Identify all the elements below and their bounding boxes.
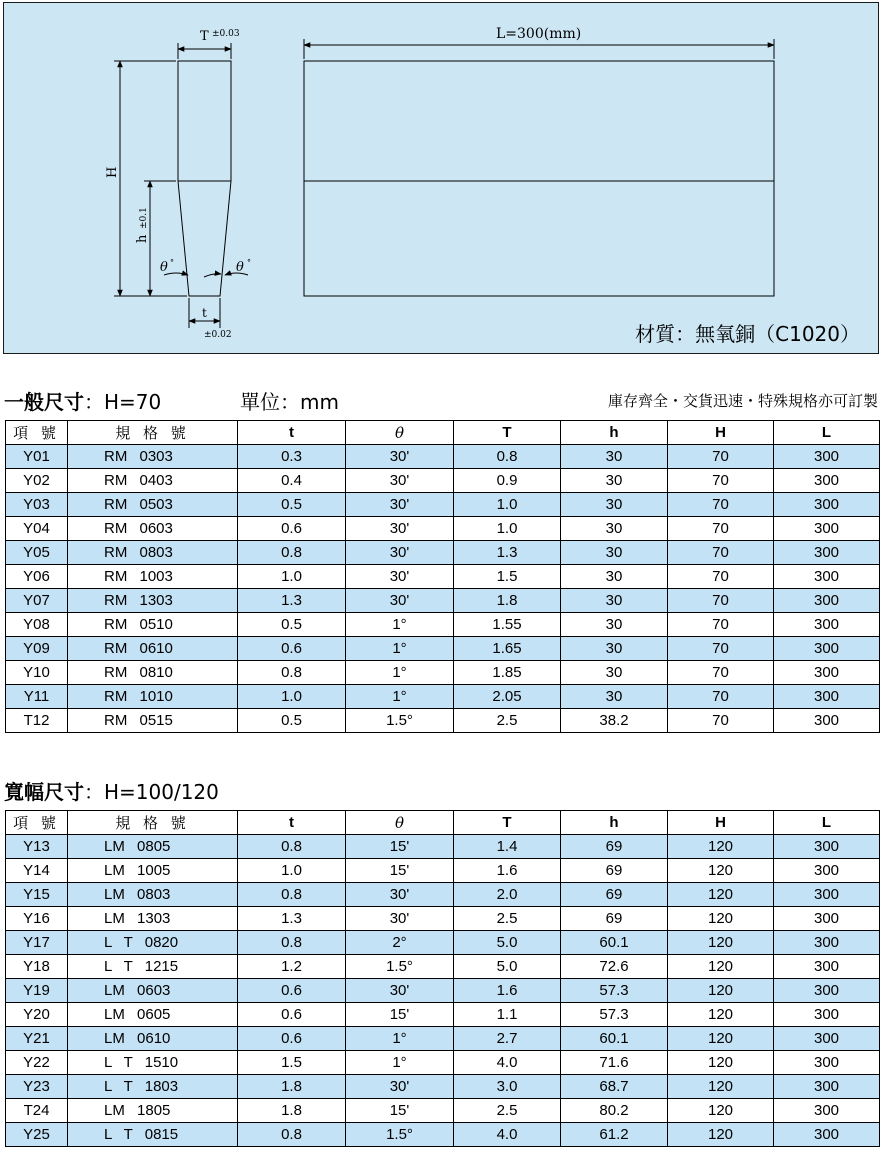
cell-T: 1.85: [454, 661, 561, 685]
cell-L: 300: [774, 661, 880, 685]
cell-t: 1.0: [238, 859, 346, 883]
col-h: h: [561, 811, 668, 835]
h-tolerance: ±0.1: [139, 207, 149, 229]
cell-L: 300: [774, 613, 880, 637]
cell-T: 4.0: [454, 1051, 561, 1075]
cell-spec-no: RM 0610: [68, 637, 238, 661]
table-row: [6, 613, 880, 637]
cell-spec-no: RM 1010: [68, 685, 238, 709]
cell-spec-no: RM 0403: [68, 469, 238, 493]
cell-h: 57.3: [561, 979, 668, 1003]
cell-item-no: Y21: [6, 1027, 68, 1051]
cell-t: 0.6: [238, 979, 346, 1003]
cell-theta: 1.5°: [346, 955, 454, 979]
cell-T: 0.8: [454, 445, 561, 469]
cell-item-no: Y07: [6, 589, 68, 613]
cell-h: 60.1: [561, 1027, 668, 1051]
cell-L: 300: [774, 1123, 880, 1147]
cell-item-no: Y16: [6, 907, 68, 931]
cell-h: 60.1: [561, 931, 668, 955]
cell-H: 70: [668, 613, 774, 637]
material-label: 材質：無氧銅（C1020）: [635, 322, 860, 346]
cell-H: 70: [668, 709, 774, 733]
cell-item-no: Y01: [6, 445, 68, 469]
cell-theta: 1.5°: [346, 709, 454, 733]
cell-h: 30: [561, 637, 668, 661]
table-row: [6, 589, 880, 613]
cell-h: 30: [561, 469, 668, 493]
wide-section-title: [4, 776, 219, 805]
cell-h: 72.6: [561, 955, 668, 979]
cell-spec-no: LM 0805: [68, 835, 238, 859]
cell-theta: 30': [346, 589, 454, 613]
cell-item-no: Y09: [6, 637, 68, 661]
wide-title-suffix: ：H=100/120: [84, 780, 219, 804]
table-row: [6, 517, 880, 541]
col-H: H: [668, 421, 774, 445]
cell-L: 300: [774, 1075, 880, 1099]
cell-spec-no: LM 0803: [68, 883, 238, 907]
cell-H: 70: [668, 541, 774, 565]
cell-L: 300: [774, 859, 880, 883]
T-label: T: [200, 29, 209, 44]
table-row: [6, 859, 880, 883]
table-row: [6, 979, 880, 1003]
cell-T: 2.05: [454, 685, 561, 709]
stock-note: 庫存齊全・交貨迅速・特殊規格亦可訂製: [607, 392, 878, 410]
table-row: [6, 637, 880, 661]
cell-T: 1.1: [454, 1003, 561, 1027]
cell-t: 0.8: [238, 883, 346, 907]
theta-right-label: θ: [236, 260, 244, 275]
cell-t: 0.5: [238, 493, 346, 517]
col-theta: θ: [346, 421, 454, 445]
table-row: [6, 1075, 880, 1099]
cell-theta: 15': [346, 1099, 454, 1123]
cell-L: 300: [774, 565, 880, 589]
cell-theta: 1°: [346, 685, 454, 709]
cell-spec-no: L T 1215: [68, 955, 238, 979]
cell-L: 300: [774, 955, 880, 979]
cell-theta: 30': [346, 907, 454, 931]
col-T: T: [454, 421, 561, 445]
cell-T: 1.6: [454, 979, 561, 1003]
cell-t: 0.3: [238, 445, 346, 469]
profile-outline: [178, 61, 231, 296]
general-spec-table: [5, 420, 880, 733]
col-T: T: [454, 811, 561, 835]
cell-theta: 30': [346, 883, 454, 907]
table-row: [6, 1003, 880, 1027]
general-title-suffix: ：H=70: [84, 390, 162, 414]
cell-H: 120: [668, 931, 774, 955]
cell-h: 30: [561, 445, 668, 469]
cell-item-no: Y17: [6, 931, 68, 955]
cell-spec-no: L T 1803: [68, 1075, 238, 1099]
general-title: 一般尺寸: [4, 390, 84, 414]
cell-item-no: Y15: [6, 883, 68, 907]
wide-header-row: [6, 811, 880, 835]
t-label: t: [202, 306, 207, 320]
cell-spec-no: RM 0515: [68, 709, 238, 733]
cell-theta: 30': [346, 1075, 454, 1099]
col-L: L: [774, 811, 880, 835]
cell-item-no: Y11: [6, 685, 68, 709]
cell-item-no: Y14: [6, 859, 68, 883]
cell-spec-no: LM 1303: [68, 907, 238, 931]
cell-T: 1.0: [454, 493, 561, 517]
cell-L: 300: [774, 1027, 880, 1051]
cell-L: 300: [774, 589, 880, 613]
cell-t: 0.8: [238, 541, 346, 565]
wide-spec-table: [5, 810, 880, 1147]
col-H: H: [668, 811, 774, 835]
cell-T: 0.9: [454, 469, 561, 493]
cell-theta: 1°: [346, 637, 454, 661]
table-row: [6, 1051, 880, 1075]
cell-h: 57.3: [561, 1003, 668, 1027]
cell-item-no: Y18: [6, 955, 68, 979]
cell-theta: 1°: [346, 613, 454, 637]
cell-t: 1.8: [238, 1075, 346, 1099]
cell-H: 120: [668, 1099, 774, 1123]
cell-H: 120: [668, 1027, 774, 1051]
cell-spec-no: LM 0610: [68, 1027, 238, 1051]
cell-H: 70: [668, 517, 774, 541]
cell-t: 0.6: [238, 517, 346, 541]
cell-H: 120: [668, 1123, 774, 1147]
cell-spec-no: RM 1003: [68, 565, 238, 589]
cell-theta: 15': [346, 835, 454, 859]
cell-H: 120: [668, 1003, 774, 1027]
general-header-row: [6, 421, 880, 445]
cell-L: 300: [774, 469, 880, 493]
cell-H: 70: [668, 637, 774, 661]
table-row: [6, 709, 880, 733]
col-L: L: [774, 421, 880, 445]
cell-L: 300: [774, 517, 880, 541]
t-tolerance: ±0.02: [204, 330, 232, 340]
cell-L: 300: [774, 1099, 880, 1123]
cell-item-no: T24: [6, 1099, 68, 1123]
cell-L: 300: [774, 493, 880, 517]
cell-spec-no: LM 1005: [68, 859, 238, 883]
cell-item-no: Y03: [6, 493, 68, 517]
table-row: [6, 685, 880, 709]
cell-T: 2.5: [454, 907, 561, 931]
cell-spec-no: LM 1805: [68, 1099, 238, 1123]
cell-theta: 1.5°: [346, 1123, 454, 1147]
cell-h: 30: [561, 613, 668, 637]
cell-h: 69: [561, 835, 668, 859]
cell-theta: 30': [346, 445, 454, 469]
cell-spec-no: RM 0510: [68, 613, 238, 637]
cell-h: 30: [561, 541, 668, 565]
T-tolerance: ±0.03: [212, 29, 240, 39]
cell-spec-no: RM 0303: [68, 445, 238, 469]
table-row: [6, 955, 880, 979]
cell-L: 300: [774, 685, 880, 709]
dimension-drawing: [4, 3, 880, 355]
cell-theta: 30': [346, 517, 454, 541]
table-row: [6, 1027, 880, 1051]
cell-L: 300: [774, 445, 880, 469]
cell-h: 68.7: [561, 1075, 668, 1099]
cell-item-no: Y10: [6, 661, 68, 685]
table-row: [6, 907, 880, 931]
theta-right-degree: °: [247, 258, 251, 267]
cell-theta: 30': [346, 469, 454, 493]
cell-h: 71.6: [561, 1051, 668, 1075]
cell-h: 61.2: [561, 1123, 668, 1147]
cell-T: 2.0: [454, 883, 561, 907]
cell-H: 120: [668, 883, 774, 907]
cell-spec-no: L T 0815: [68, 1123, 238, 1147]
cell-theta: 1°: [346, 661, 454, 685]
cell-spec-no: LM 0603: [68, 979, 238, 1003]
cell-item-no: Y08: [6, 613, 68, 637]
col-t: t: [238, 811, 346, 835]
cell-H: 120: [668, 907, 774, 931]
cell-item-no: Y05: [6, 541, 68, 565]
table-row: [6, 931, 880, 955]
cell-H: 70: [668, 661, 774, 685]
cell-spec-no: RM 0503: [68, 493, 238, 517]
table-row: [6, 1099, 880, 1123]
cell-L: 300: [774, 907, 880, 931]
cell-item-no: Y20: [6, 1003, 68, 1027]
cell-item-no: Y25: [6, 1123, 68, 1147]
col-item-no: 項 號: [6, 811, 68, 835]
table-row: [6, 541, 880, 565]
cell-t: 0.6: [238, 1003, 346, 1027]
cell-t: 1.2: [238, 955, 346, 979]
cell-T: 2.5: [454, 1099, 561, 1123]
cell-t: 0.8: [238, 661, 346, 685]
cell-t: 0.8: [238, 835, 346, 859]
cell-T: 5.0: [454, 955, 561, 979]
cell-h: 30: [561, 685, 668, 709]
cell-h: 69: [561, 859, 668, 883]
cell-h: 30: [561, 661, 668, 685]
cell-t: 0.5: [238, 709, 346, 733]
cell-T: 1.55: [454, 613, 561, 637]
wide-title: 寬幅尺寸: [4, 780, 84, 804]
cell-T: 1.5: [454, 565, 561, 589]
col-spec-no: 規 格 號: [68, 421, 238, 445]
cell-T: 3.0: [454, 1075, 561, 1099]
cell-L: 300: [774, 1003, 880, 1027]
cell-T: 5.0: [454, 931, 561, 955]
cell-spec-no: L T 1510: [68, 1051, 238, 1075]
dimension-diagram-panel: [3, 2, 879, 354]
cell-H: 120: [668, 1075, 774, 1099]
table-row: [6, 565, 880, 589]
cell-t: 0.4: [238, 469, 346, 493]
cell-t: 1.8: [238, 1099, 346, 1123]
cell-spec-no: RM 1303: [68, 589, 238, 613]
cell-T: 1.8: [454, 589, 561, 613]
cell-H: 120: [668, 1051, 774, 1075]
general-section-title: [4, 386, 161, 415]
cell-T: 1.65: [454, 637, 561, 661]
cell-spec-no: RM 0803: [68, 541, 238, 565]
table-row: [6, 469, 880, 493]
cell-H: 120: [668, 835, 774, 859]
cell-T: 1.4: [454, 835, 561, 859]
cell-theta: 15': [346, 859, 454, 883]
cell-spec-no: L T 0820: [68, 931, 238, 955]
cell-H: 70: [668, 469, 774, 493]
table-row: [6, 661, 880, 685]
cell-theta: 1°: [346, 1027, 454, 1051]
cell-T: 1.3: [454, 541, 561, 565]
cell-H: 70: [668, 493, 774, 517]
cell-theta: 2°: [346, 931, 454, 955]
cell-item-no: Y23: [6, 1075, 68, 1099]
L-label: L=300(mm): [496, 26, 582, 42]
length-view-outline: [304, 61, 774, 296]
cell-item-no: T12: [6, 709, 68, 733]
cell-h: 30: [561, 493, 668, 517]
col-theta: θ: [346, 811, 454, 835]
h-label: h: [135, 234, 150, 243]
cell-T: 1.0: [454, 517, 561, 541]
cell-L: 300: [774, 931, 880, 955]
cell-theta: 30': [346, 493, 454, 517]
cell-L: 300: [774, 979, 880, 1003]
cell-theta: 30': [346, 541, 454, 565]
unit-label: 單位：mm: [240, 390, 339, 414]
col-item-no: 項 號: [6, 421, 68, 445]
cell-spec-no: RM 0603: [68, 517, 238, 541]
cell-H: 70: [668, 565, 774, 589]
cell-t: 0.8: [238, 1123, 346, 1147]
H-label: H: [105, 166, 120, 178]
cell-L: 300: [774, 637, 880, 661]
cell-H: 120: [668, 859, 774, 883]
cell-t: 0.6: [238, 1027, 346, 1051]
cell-item-no: Y13: [6, 835, 68, 859]
cell-h: 30: [561, 517, 668, 541]
cell-L: 300: [774, 709, 880, 733]
cell-item-no: Y02: [6, 469, 68, 493]
cell-t: 0.8: [238, 931, 346, 955]
cell-t: 1.0: [238, 565, 346, 589]
cell-H: 70: [668, 589, 774, 613]
cell-h: 80.2: [561, 1099, 668, 1123]
cell-L: 300: [774, 541, 880, 565]
theta-left-label: θ: [160, 260, 168, 275]
table-row: [6, 445, 880, 469]
cell-t: 0.5: [238, 613, 346, 637]
cell-h: 38.2: [561, 709, 668, 733]
cell-H: 70: [668, 685, 774, 709]
cell-item-no: Y04: [6, 517, 68, 541]
cell-t: 1.3: [238, 907, 346, 931]
cell-theta: 15': [346, 1003, 454, 1027]
cell-t: 0.6: [238, 637, 346, 661]
table-row: [6, 1123, 880, 1147]
cell-item-no: Y19: [6, 979, 68, 1003]
col-h: h: [561, 421, 668, 445]
col-spec-no: 規 格 號: [68, 811, 238, 835]
cell-item-no: Y06: [6, 565, 68, 589]
cell-theta: 1°: [346, 1051, 454, 1075]
cell-theta: 30': [346, 979, 454, 1003]
cell-item-no: Y22: [6, 1051, 68, 1075]
cell-theta: 30': [346, 565, 454, 589]
cell-T: 2.5: [454, 709, 561, 733]
cell-T: 4.0: [454, 1123, 561, 1147]
cell-t: 1.0: [238, 685, 346, 709]
cell-T: 1.6: [454, 859, 561, 883]
cell-h: 69: [561, 883, 668, 907]
cell-L: 300: [774, 883, 880, 907]
cell-h: 69: [561, 907, 668, 931]
theta-left-degree: °: [170, 258, 174, 267]
cell-t: 1.3: [238, 589, 346, 613]
cell-T: 2.7: [454, 1027, 561, 1051]
table-row: [6, 493, 880, 517]
cell-spec-no: LM 0605: [68, 1003, 238, 1027]
cell-H: 120: [668, 955, 774, 979]
cell-spec-no: RM 0810: [68, 661, 238, 685]
cell-t: 1.5: [238, 1051, 346, 1075]
cell-H: 120: [668, 979, 774, 1003]
table-row: [6, 835, 880, 859]
cell-L: 300: [774, 1051, 880, 1075]
cell-h: 30: [561, 565, 668, 589]
cell-L: 300: [774, 835, 880, 859]
cell-h: 30: [561, 589, 668, 613]
col-t: t: [238, 421, 346, 445]
cell-H: 70: [668, 445, 774, 469]
table-row: [6, 883, 880, 907]
